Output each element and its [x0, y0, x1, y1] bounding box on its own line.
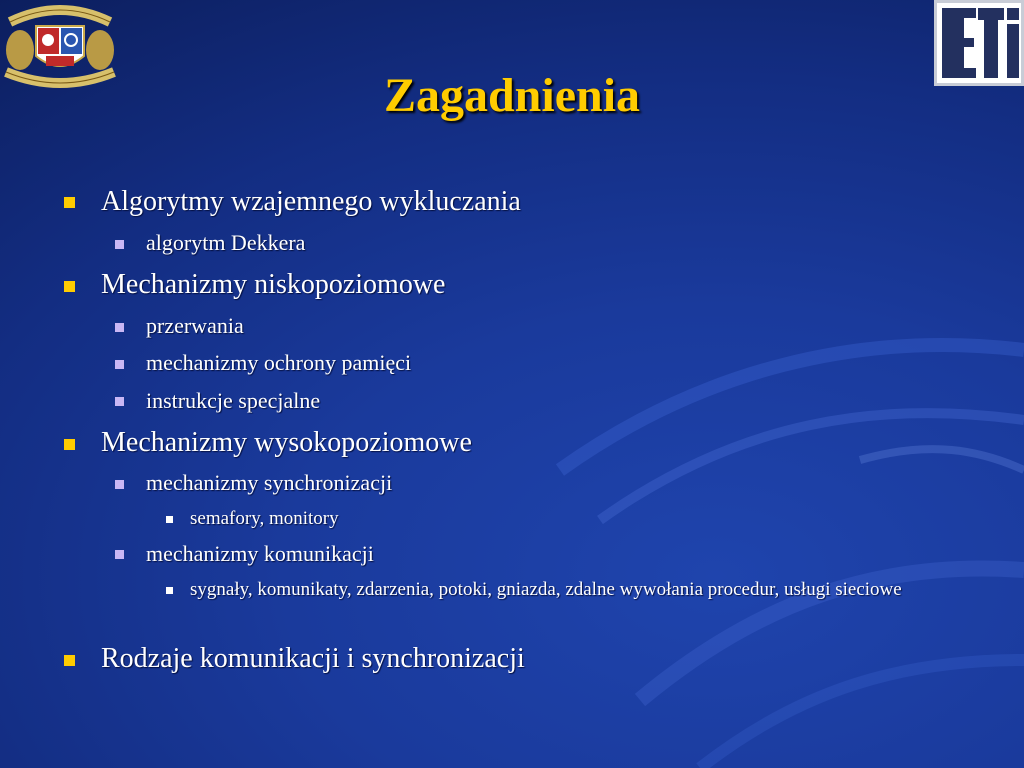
list-item: mechanizmy ochrony pamięci	[146, 350, 412, 375]
list-item: semafory, monitory	[190, 508, 339, 529]
list-item: mechanizmy komunikacji	[146, 541, 374, 566]
bullet-marker	[166, 587, 173, 594]
list-item: przerwania	[146, 313, 244, 338]
list-item: Algorytmy wzajemnego wykluczania	[101, 186, 521, 217]
bullet-marker	[64, 655, 75, 666]
bullet-marker	[115, 360, 124, 369]
bullet-marker	[166, 516, 173, 523]
list-item: instrukcje specjalne	[146, 388, 321, 413]
bullet-marker	[115, 480, 124, 489]
bullet-marker	[64, 197, 75, 208]
list-item: sygnały, komunikaty, zdarzenia, potoki, gniazda, zdalne wywołania procedur, usługi sieciowe	[190, 579, 902, 600]
bullet-marker	[115, 397, 124, 406]
list-item: Mechanizmy wysokopoziomowe	[101, 427, 472, 458]
list-item: Mechanizmy niskopoziomowe	[101, 269, 446, 300]
bullet-marker	[115, 323, 124, 332]
slide-title: Zagadnienia	[383, 69, 641, 122]
list-item: Rodzaje komunikacji i synchronizacji	[101, 643, 525, 674]
bullet-marker	[115, 550, 124, 559]
list-item: mechanizmy synchronizacji	[146, 470, 393, 495]
list-item: algorytm Dekkera	[146, 230, 306, 255]
bullet-marker	[64, 281, 75, 292]
bullet-marker	[115, 240, 124, 249]
bullet-marker	[64, 439, 75, 450]
